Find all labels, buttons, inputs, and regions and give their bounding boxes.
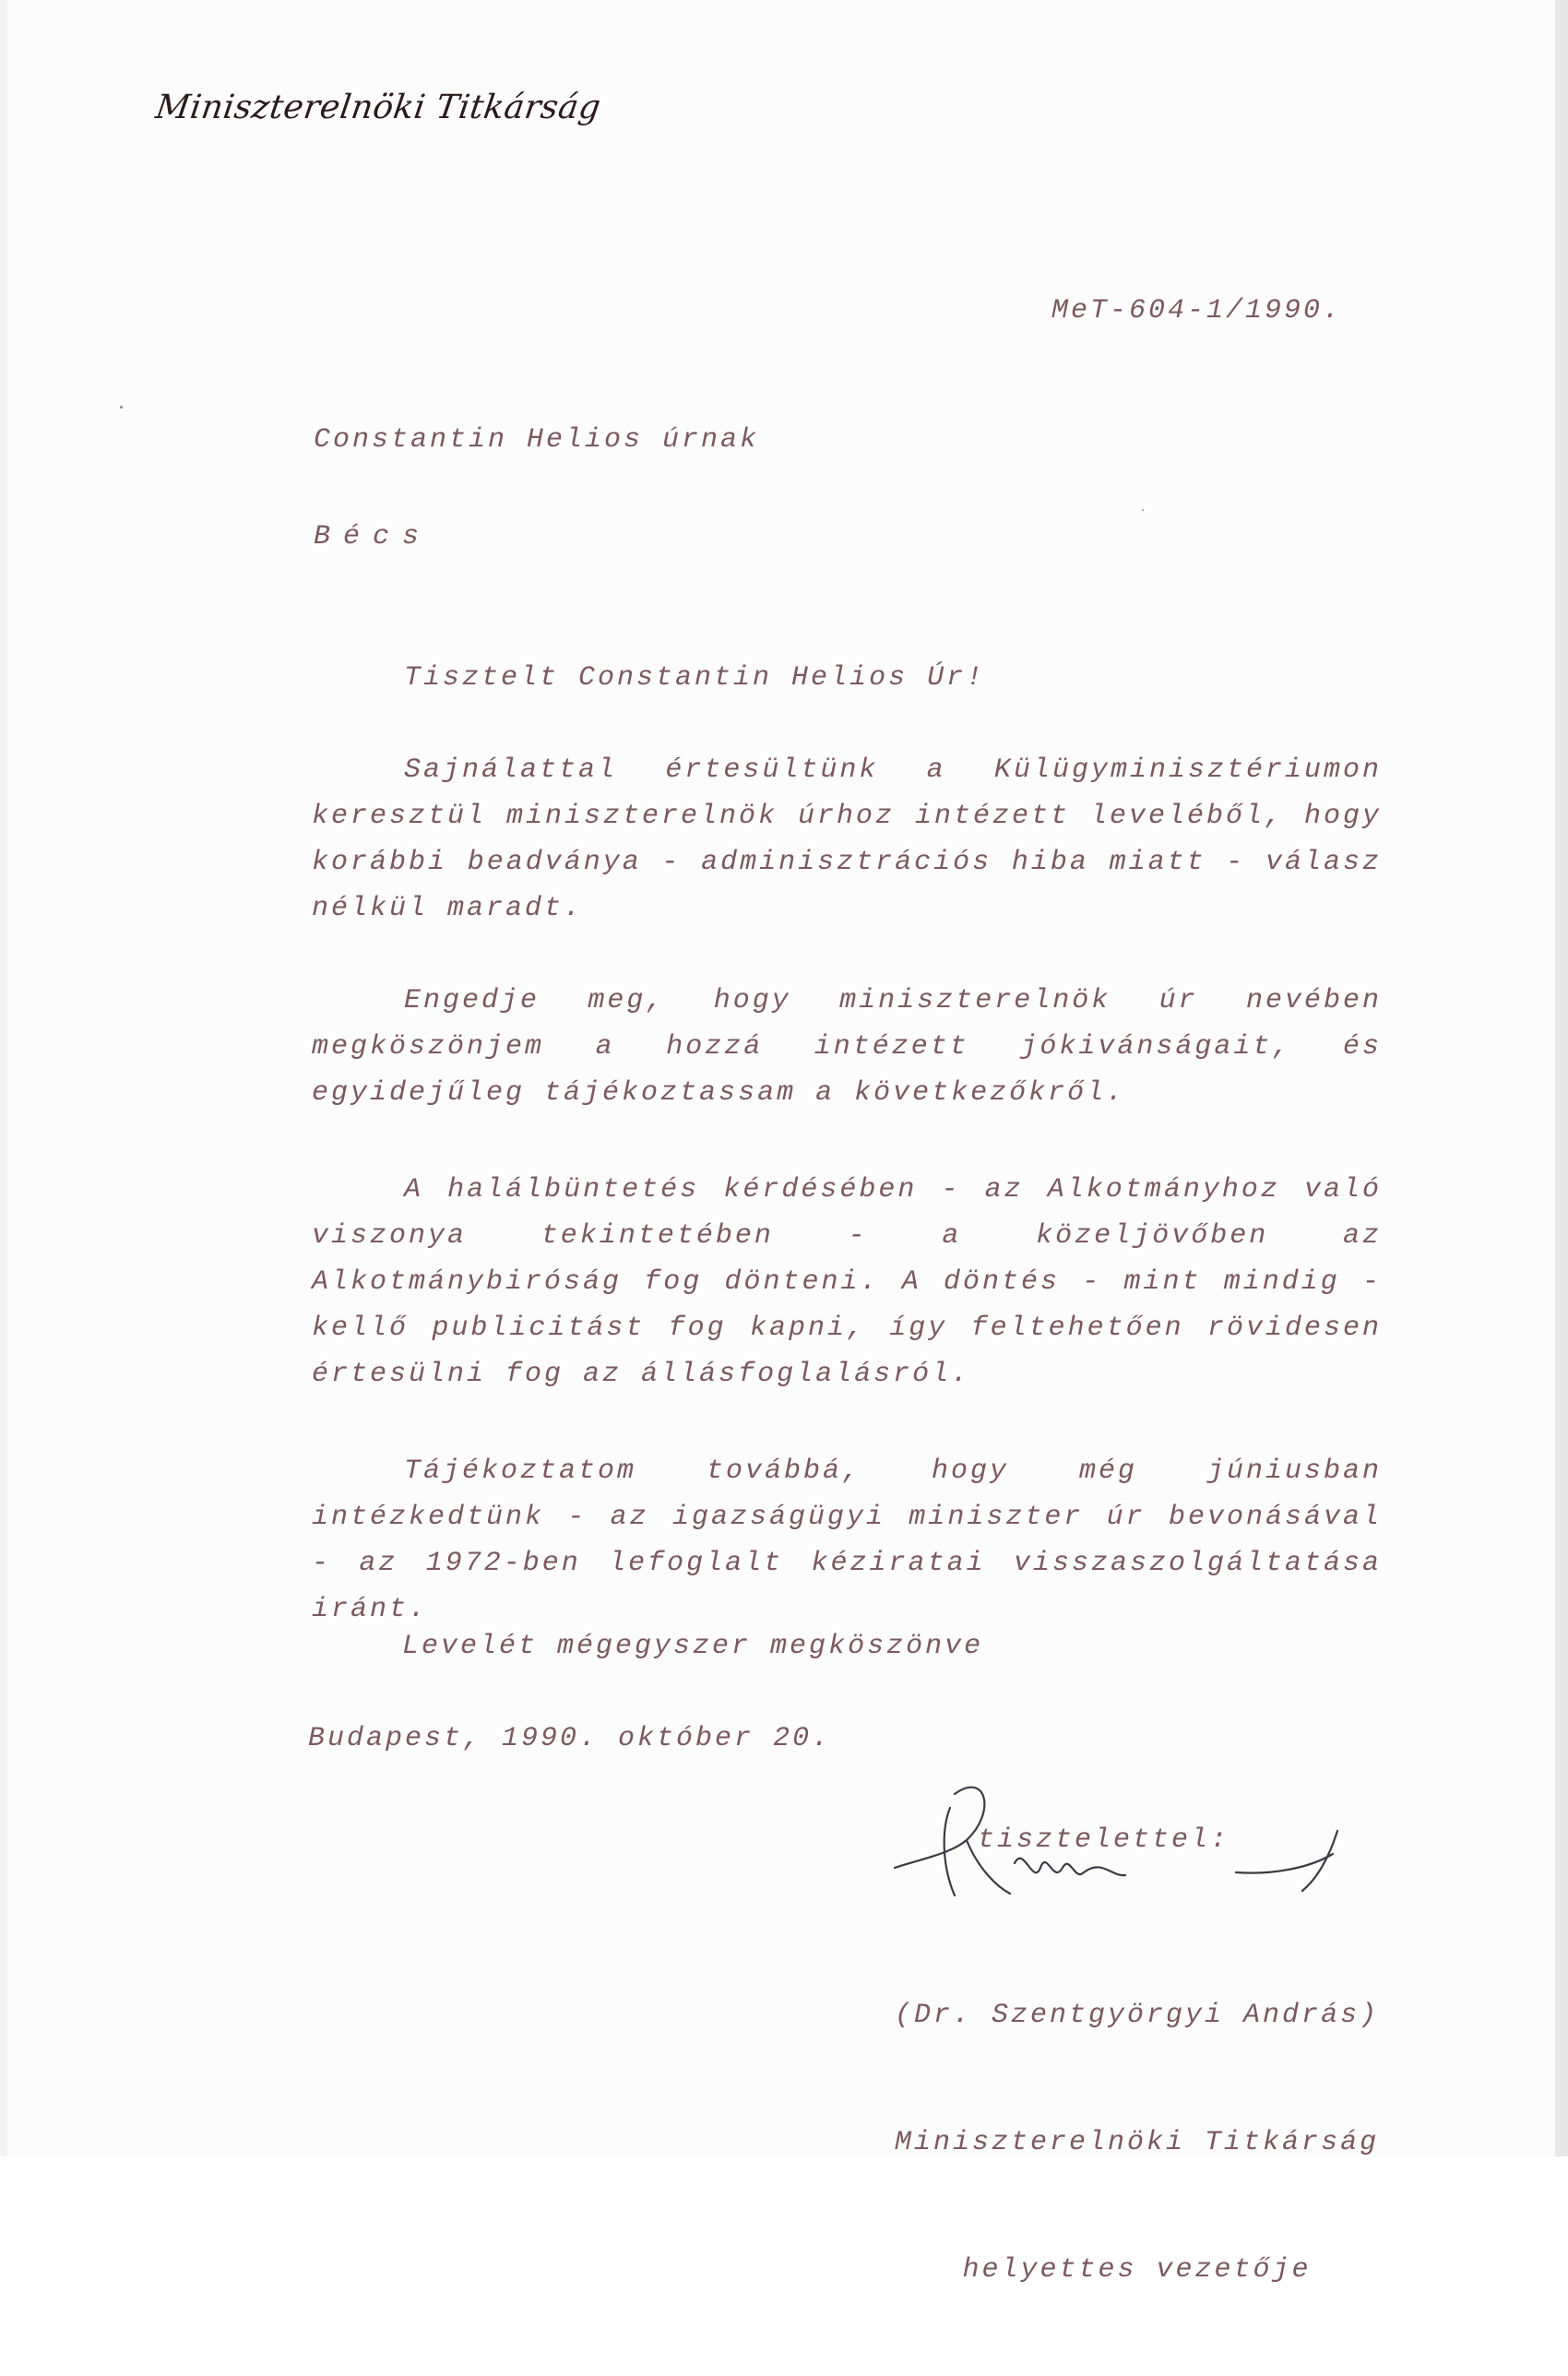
recipient-city: Bécs: [314, 521, 433, 552]
salutation: Tisztelt Constantin Helios Úr!: [404, 662, 986, 694]
recipient: Constantin Helios úrnak: [314, 424, 760, 456]
signer-position: helyettes vezetője: [962, 2254, 1312, 2286]
body-paragraph: Sajnálattal értesültünk a Külügyminisztériumon keresztül miniszterelnök úrhoz intézett leveléből, hogy korábbi beadványa - adminisztrációs hiba miatt - válasz nélkül maradt.: [312, 754, 1382, 924]
body-paragraph: A halálbüntetés kérdésében - az Alkotmányhoz való viszonya tekintetében - a közeljövőben az Alkotmánybiróság fog dönteni. A döntés - mint mindig - kellő publicitást fog kapni, így feltehetően rövidesen értesülni fog az állásfoglalásról.: [312, 1174, 1382, 1390]
reference-number: MeT-604-1/1990.: [1051, 295, 1343, 327]
closing-line: Levelét mégegyszer megköszönve: [402, 1631, 984, 1662]
scan-edge-right: [1555, 0, 1568, 2156]
body-paragraph: Tájékoztatom továbbá, hogy még júniusban intézkedtünk - az igazságügyi miniszter úr bevonásával - az 1972-ben lefoglalt kéziratai visszaszolgáltatása iránt.: [312, 1455, 1382, 1625]
scan-speck: [1142, 509, 1144, 511]
signer-name: (Dr. Szentgyörgyi András): [895, 2000, 1380, 2031]
scan-edge-left: [0, 0, 7, 2156]
date-line: Budapest, 1990. október 20.: [308, 1723, 832, 1754]
letterhead: Miniszterelnöki Titkárság: [153, 89, 603, 126]
signer-office: Miniszterelnöki Titkárság: [895, 2127, 1380, 2158]
signer-block: [895, 1909, 1379, 2376]
body-paragraph: Engedje meg, hogy miniszterelnök úr nevében megköszönjem a hozzá intézett jókivánságait, és egyidejűleg tájékoztassam a következőkről.: [312, 985, 1382, 1109]
handwritten-signature: [885, 1776, 1356, 1914]
regards-line: tisztelettel:: [978, 1824, 1230, 1856]
scan-speck: [120, 406, 123, 409]
